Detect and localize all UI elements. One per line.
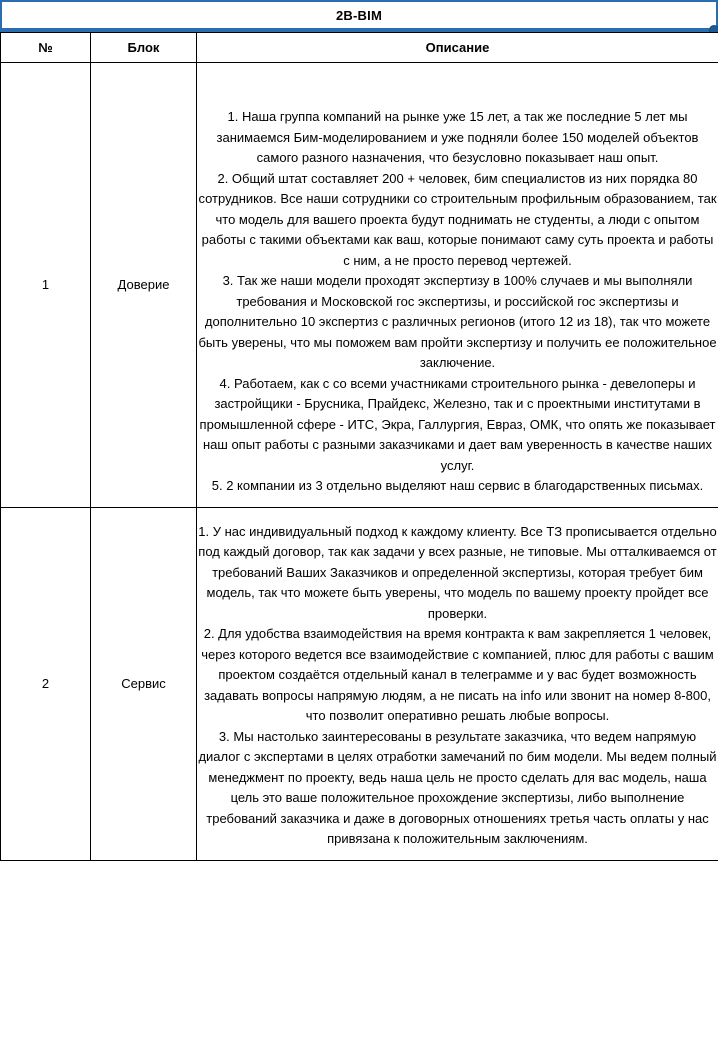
column-header-description: Описание: [197, 33, 718, 63]
description-paragraph: 2. Для удобства взаимодействия на время контракта к вам закрепляется 1 человек, через которого ведется все взаимодействие с компанией, плюс для работы с вашим проектом создаётся отдельный канал в телеграмме и у вас будет возможность задавать вопросы напрямую людям, а не писать на info или звонит на номер 8-800, что позволит оперативно решать любые вопросы.: [201, 626, 714, 723]
column-header-block: Блок: [91, 33, 197, 63]
content-table: [0, 32, 718, 861]
description-paragraph: 4. Работаем, как с со всеми участниками строительного рынка - девелоперы и застройщики - Брусника, Прайдекс, Железно, так и с проектными институтами в промышленной сфере - ИТС, Экра, Галлургия, Евраз, ОМК, что опять же показывает наш опыт работы с разными заказчиками и дает вам уверенность в качестве наших услуг.: [199, 375, 716, 473]
table-header-row: [1, 33, 718, 63]
document-title-band: [0, 0, 718, 28]
description-paragraph: 2. Общий штат составляет 200 + человек, бим специалистов из них порядка 80 сотрудников. Все наши сотрудники со строительным профильным образованием, так что модель для вашего проекта будут поднимать не студенты, а люди с опытом работы с такими объектами как ваш, которые понимают саму суть проекта и работы с ним, а не просто перевод чертежей.: [198, 170, 717, 268]
row-number-cell: 2: [1, 507, 91, 860]
description-paragraph: 1. Наша группа компаний на рынке уже 15 лет, а так же последние 5 лет мы занимаемся Бим-моделированием и уже подняли более 150 моделей объектов самого разного назначения, что безусловно показывает наш опыт.: [216, 109, 699, 165]
row-block-cell: Доверие: [91, 63, 197, 508]
row-description-cell: [197, 507, 718, 860]
description-paragraph: 1. У нас индивидуальный подход к каждому клиенту. Все ТЗ прописывается отдельно под каждый договор, так как задачи у всех разные, не типовые. Мы отталкиваемся от требований Ваших Заказчиков и определенной экспертизы, которая требует бим модель, так что можете быть уверены, что модель по вашему проекту пройдет все проверки.: [198, 523, 717, 621]
description-paragraph: 3. Так же наши модели проходят экспертизу в 100% случаев и мы выполняли требования и Московской гос экспертизы, и российской гос экспертизы и дополнительно 10 экспертиз с различных регионов (итого 12 из 18), так что можете быть уверены, что мы поможем вам пройти экспертизу и получить ее положительное заключение.: [198, 273, 717, 370]
table-row: [1, 507, 718, 860]
column-header-number: №: [1, 33, 91, 63]
table-row: [1, 63, 718, 508]
row-block-cell: Сервис: [91, 507, 197, 860]
row-description-cell: [197, 63, 718, 508]
description-paragraph: 3. Мы настолько заинтересованы в результате заказчика, что ведем напрямую диалог с экспертами в целях отработки замечаний по бим модели. Мы ведем полный менеджмент по проекту, ведь наша цель не просто сделать для вас модель, наша цель это ваше положительное прохождение экспертизы, либо выполнение требований заказчика и даже в договорных отношениях третья часть оплаты у нас привязана к положительным заключениям.: [198, 728, 717, 846]
row-number-cell: 1: [1, 63, 91, 508]
description-paragraph: 5. 2 компании из 3 отдельно выделяют наш сервис в благодарственных письмах.: [211, 478, 704, 493]
page-title: 2B-BIM: [336, 7, 382, 23]
